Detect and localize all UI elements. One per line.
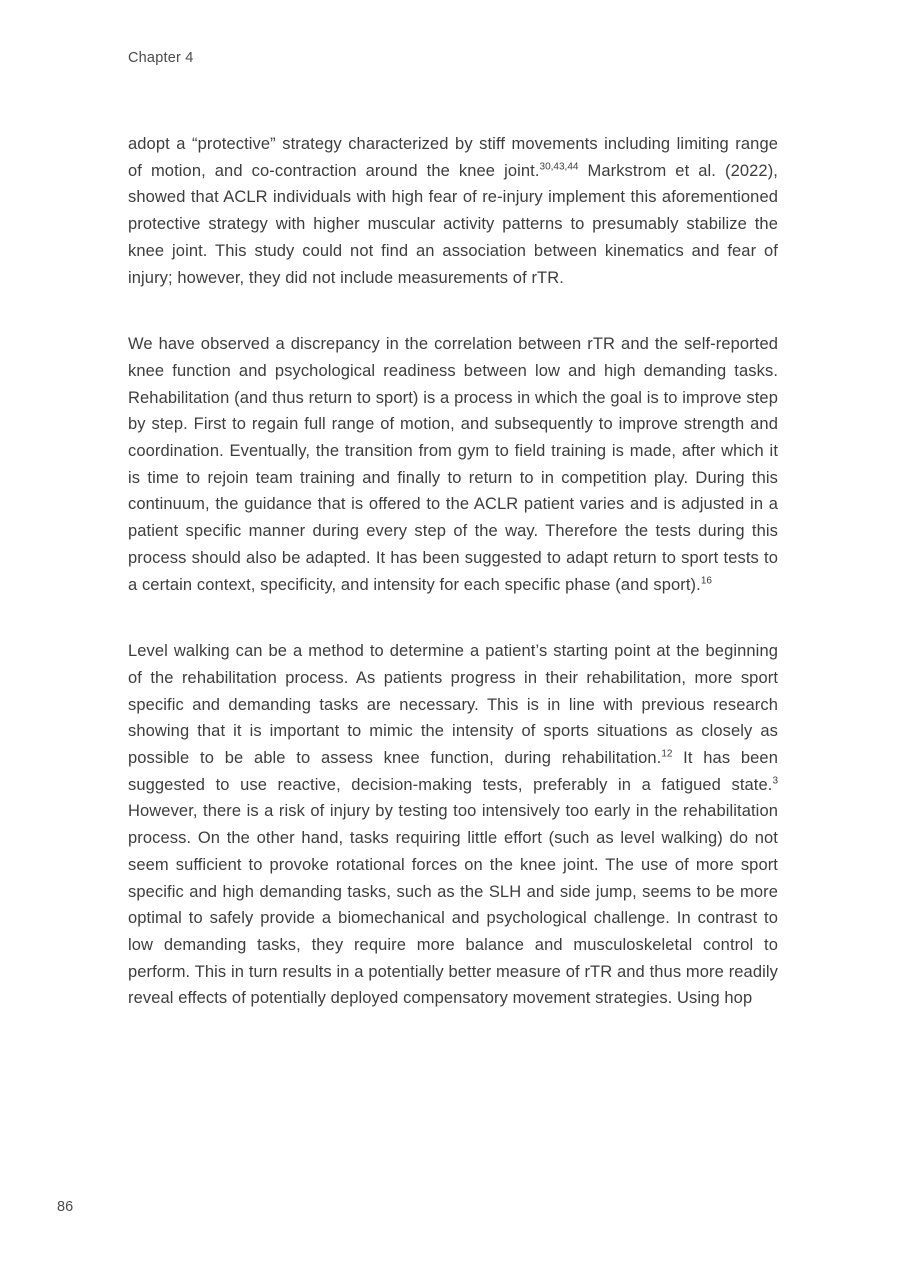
body-text	[128, 131, 778, 1012]
text-run: However, there is a risk of injury by testing too intensively too early in the rehabilitation process. On the other hand, tasks requiring little effort (such as level walking) do not seem sufficient to provoke rotational forces on the knee joint. The use of more sport specific and high demanding tasks, such as the SLH and side jump, seems to be more optimal to safely provide a biomechanical and psychological challenge. In contrast to low demanding tasks, they require more balance and musculoskeletal control to perform. This in turn results in a potentially better measure of rTR and thus more readily reveal effects of potentially deployed compensatory movement strategies. Using hop	[128, 802, 778, 1008]
citation-superscript: 30,43,44	[539, 161, 579, 173]
paragraph	[128, 638, 778, 1012]
paragraph	[128, 331, 778, 598]
text-run: adopt a “protective” strategy characterized by stiff movements including limiting range of motion, and co-contraction around the knee joint.	[128, 135, 778, 180]
paragraph	[128, 131, 778, 291]
chapter-header: Chapter 4	[128, 50, 194, 66]
text-run: We have observed a discrepancy in the correlation between rTR and the self-reported knee function and psychological readiness between low and high demanding tasks. Rehabilitation (and thus return to sport) is a process in which the goal is to improve step by step. First to regain full range of motion, and subsequently to improve strength and coordination. Eventually, the transition from gym to field training is made, after which it is time to rejoin team training and finally to return to in competition play. During this continuum, the guidance that is offered to the ACLR patient varies and is adjusted in a patient specific manner during every step of the way. Therefore the tests during this process should also be adapted. It has been suggested to adapt return to sport tests to a certain context, specificity, and intensity for each specific phase (and sport).	[128, 335, 778, 594]
citation-superscript: 3	[772, 775, 778, 787]
citation-superscript: 16	[700, 575, 712, 587]
text-run: Markstrom et al. (2022), showed that ACLR individuals with high fear of re-injury implement this aforementioned protective strategy with higher muscular activity patterns to presumably stabilize the knee joint. This study could not find an association between kinematics and fear of injury; however, they did not include measurements of rTR.	[128, 161, 778, 287]
text-run: It has been suggested to use reactive, decision-making tests, preferably in a fatigued state.	[128, 749, 778, 794]
page-number: 86	[57, 1199, 74, 1215]
citation-superscript: 12	[661, 748, 673, 760]
text-run: Level walking can be a method to determine a patient’s starting point at the beginning of the rehabilitation process. As patients progress in their rehabilitation, more sport specific and demanding tasks are necessary. This is in line with previous research showing that it is important to mimic the intensity of sports situations as closely as possible to be able to assess knee function, during rehabilitation.	[128, 642, 778, 768]
